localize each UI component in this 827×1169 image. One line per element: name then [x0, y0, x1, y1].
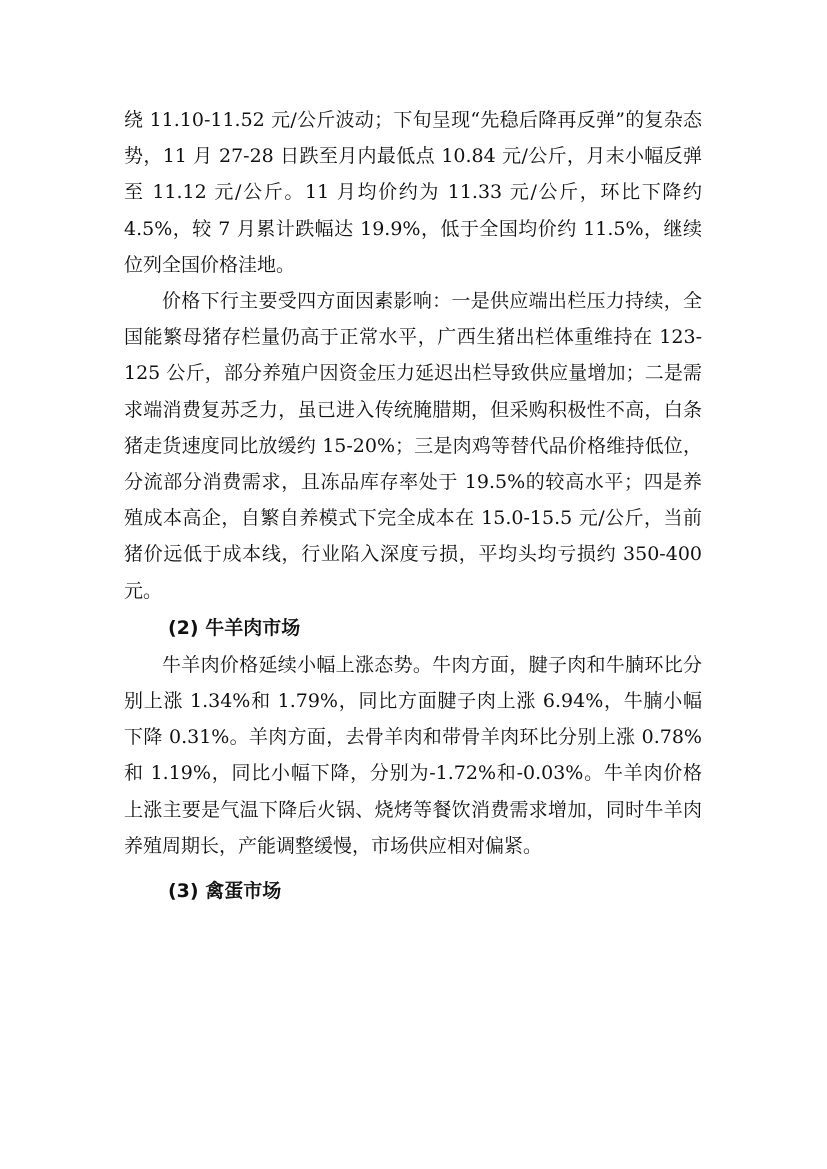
section-heading-poultry-eggs: (3) 禽蛋市场 — [168, 880, 282, 903]
document-body — [124, 102, 702, 910]
paragraph-pork-price-trend: 绕 11.10-11.52 元/公斤波动；下旬呈现“先稳后降再反弹”的复杂态势，11 月 27-28 日跌至月内最低点 10.84 元/公斤，月末小幅反弹至 11.12 元/公斤。11 月均价约为 11.33 元/公斤，环比下降约 4.5%，较 7 月累计跌幅达 19.9%，低于全国均价约 11.5%，继续位列全国价格洼地。 — [124, 109, 702, 276]
paragraph-pork-price-factors: 价格下行主要受四方面因素影响：一是供应端出栏压力持续，全国能繁母猪存栏量仍高于正常水平，广西生猪出栏体重维持在 123-125 公斤，部分养殖户因资金压力延迟出栏导致供应量增加；二是需求端消费复苏乏力，虽已进入传统腌腊期，但采购积极性不高，白条猪走货速度同比放缓约 15-20%；三是肉鸡等替代品价格维持低位，分流部分消费需求，且冻品库存率处于 19.5%的较高水平；四是养殖成本高企，自繁自养模式下完全成本在 15.0-15.5 元/公斤，当前猪价远低于成本线，行业陷入深度亏损，平均头均亏损约 350-400 元。 — [124, 290, 702, 602]
section-gap — [124, 864, 702, 872]
paragraph-beef-mutton: 牛羊肉价格延续小幅上涨态势。牛肉方面，腱子肉和牛腩环比分别上涨 1.34%和 1.79%，同比方面腱子肉上涨 6.94%，牛腩小幅下降 0.31%。羊肉方面，去骨羊肉和带骨羊肉环比分别上涨 0.78%和 1.19%，同比小幅下降，分别为-1.72%和-0.03%。牛羊肉价格上涨主要是气温下降后火锅、烧烤等餐饮消费需求增加，同时牛羊肉养殖周期长，产能调整缓慢，市场供应相对偏紧。 — [124, 653, 702, 857]
section-heading-beef-mutton: (2) 牛羊肉市场 — [168, 616, 301, 639]
